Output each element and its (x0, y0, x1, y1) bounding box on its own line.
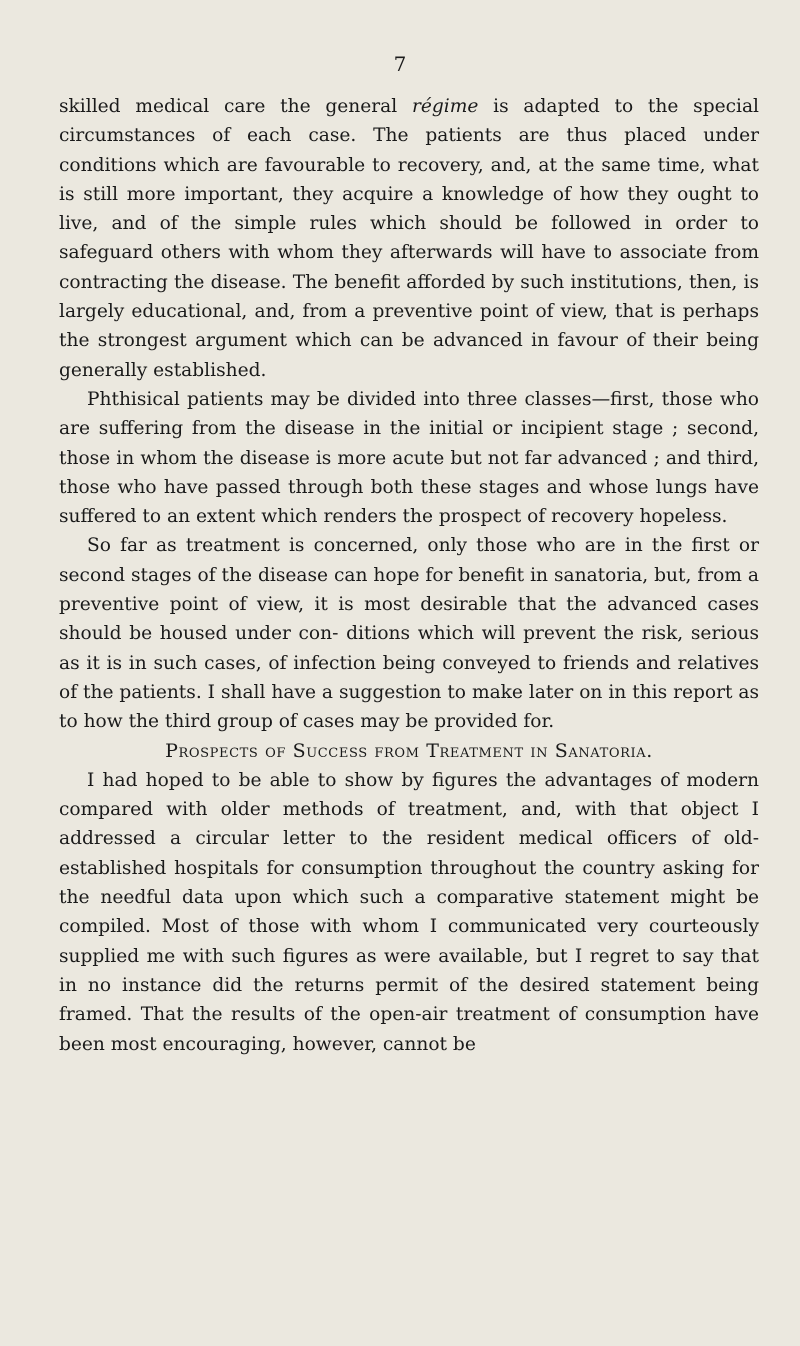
paragraph-1-lead: skilled medical care the general (59, 96, 412, 117)
paragraph-4: I had hoped to be able to show by figures the advantages of modern compared with older methods of treatment, and, with that object I addressed a circular letter to the resident medical officers of old-established hospitals for consumption throughout the country asking for the needful data upon which such a comparative statement might be compiled. Most of those with whom I communicated very courteously supplied me with such figures as were available, but I regret to say that in no instance did the returns permit of the desired statement being framed. That the results of the open-air treatment of consumption have been most encouraging, however, cannot be (59, 769, 759, 1055)
section-heading: Prospects of Success from Treatment in Sanatoria. (165, 739, 653, 762)
page-body (59, 92, 759, 1059)
regime-emphasis: régime (411, 96, 479, 117)
paragraph-1 (59, 92, 759, 385)
page-number: 7 (393, 52, 407, 76)
paragraph-3: So far as treatment is concerned, only those who are in the first or second stages of the disease can hope for benefit in sanatoria, but, from a preventive point of view, it is most desirable that the advanced cases should be housed under con- ditions which will prevent the risk, serious as it is in such cases, of infection being conveyed to friends and relatives of the patients. I shall have a suggestion to make later on in this report as to how the third group of cases may be provided for. (59, 535, 759, 733)
paragraph-1-rest: is adapted to the special circumstances of each case. The patients are thus placed under conditions which are favourable to recovery, and, at the same time, what is still more important, they acquire a knowledge of how they ought to live, and of the simple rules which should be followed in order to safeguard others with whom they afterwards will have to associate from contracting the disease. The benefit afforded by such institutions, then, is largely educational, and, from a preventive point of view, that is perhaps the strongest argument which can be advanced in favour of their being generally established. (59, 96, 759, 381)
paragraph-2: Phthisical patients may be divided into three classes—first, those who are suffering from the disease in the initial or incipient stage ; second, those in whom the disease is more acute but not far advanced ; and third, those who have passed through both these stages and whose lungs have suffered to an extent which renders the prospect of recovery hopeless. (59, 388, 759, 528)
